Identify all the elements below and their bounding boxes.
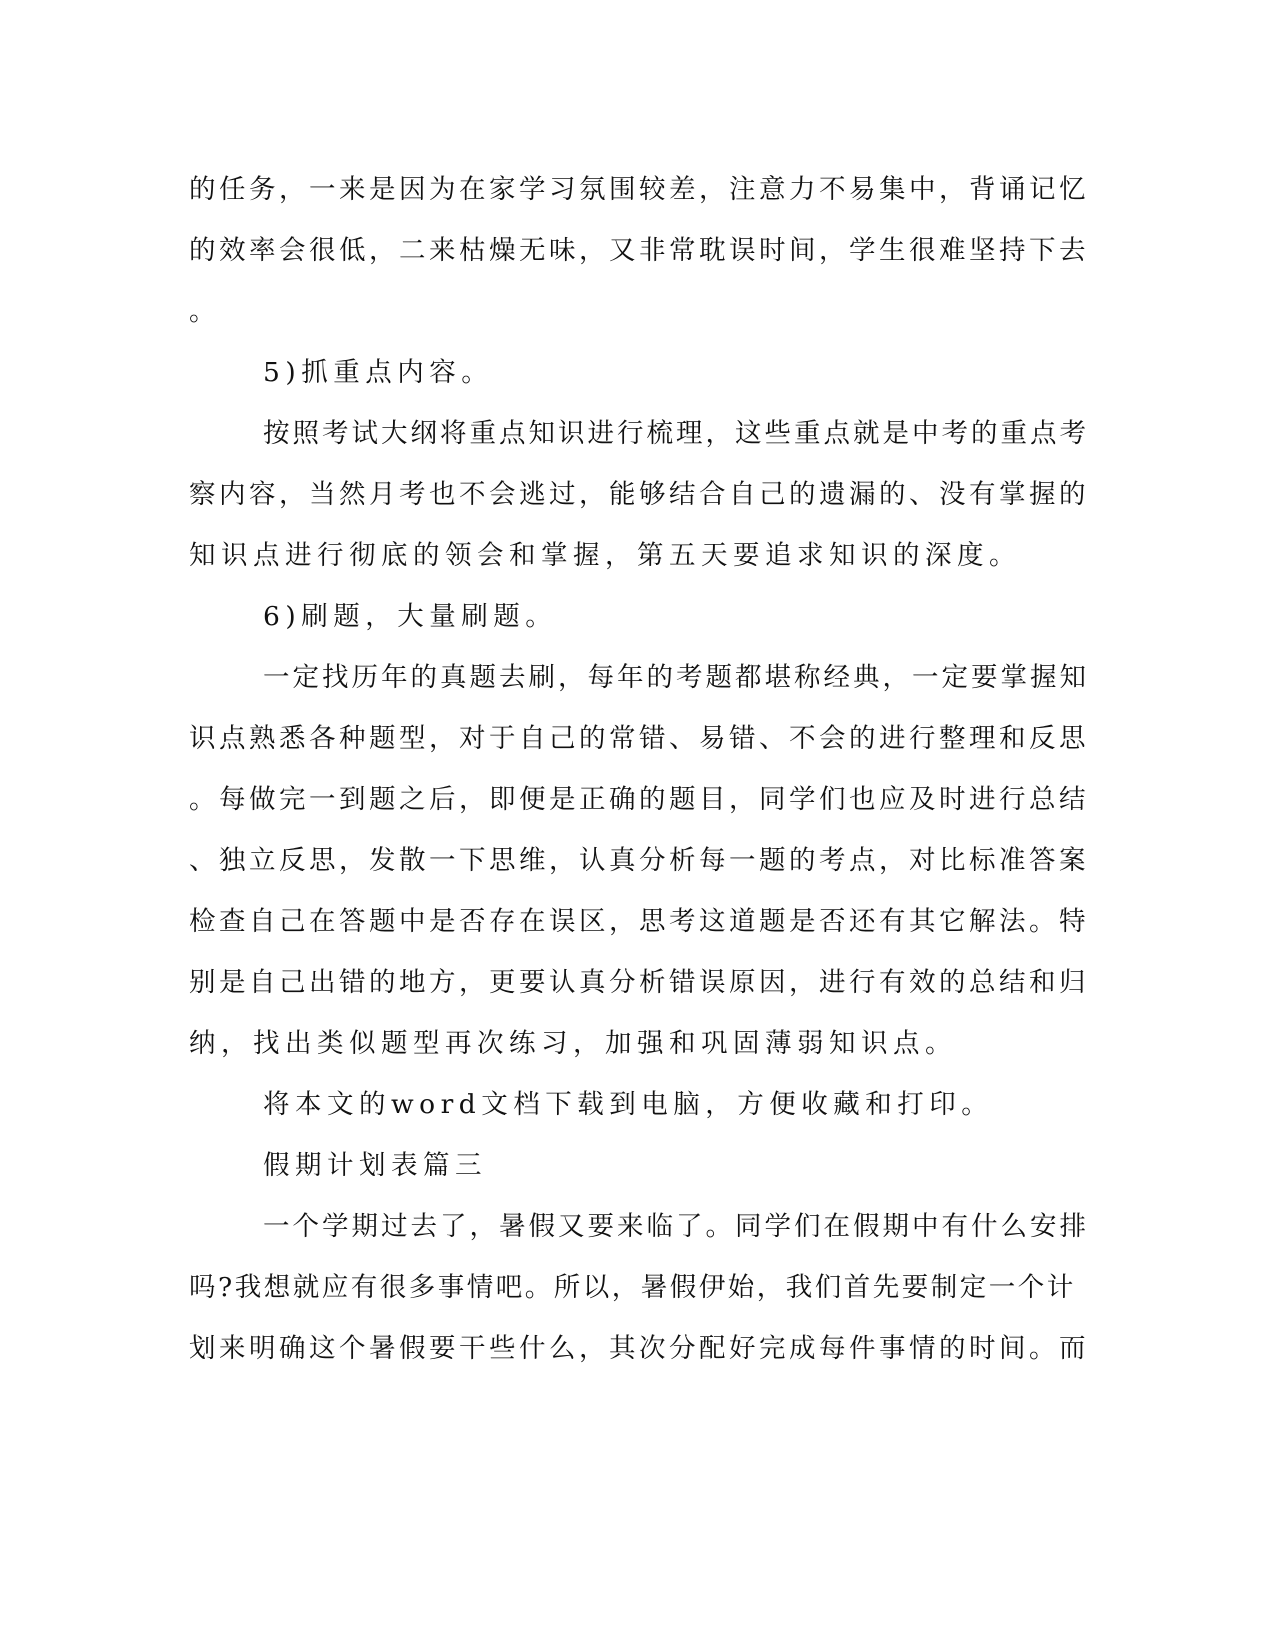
text-line: 知识点进行彻底的领会和掌握，第五天要追求知识的深度。 — [189, 540, 1021, 571]
section-heading: 5)抓重点内容。 — [263, 357, 494, 388]
text-line: 一个学期过去了，暑假又要来临了。同学们在假期中有什么安排 — [263, 1211, 1089, 1242]
text-line: 一定找历年的真题去刷，每年的考题都堪称经典，一定要掌握知 — [263, 662, 1089, 693]
text-line: 按照考试大纲将重点知识进行梳理，这些重点就是中考的重点考 — [263, 418, 1089, 449]
text-line: 察内容，当然月考也不会逃过，能够结合自己的遗漏的、没有掌握的 — [189, 479, 1089, 510]
text-line: 纳，找出类似题型再次练习，加强和巩固薄弱知识点。 — [189, 1028, 957, 1059]
text-line: 检查自己在答题中是否存在误区，思考这道题是否还有其它解法。特 — [189, 906, 1089, 937]
text-line: 、独立反思，发散一下思维，认真分析每一题的考点，对比标准答案 — [189, 845, 1089, 876]
article-heading: 假期计划表篇三 — [263, 1150, 487, 1181]
text-line: 的任务，一来是因为在家学习氛围较差，注意力不易集中，背诵记忆 — [189, 174, 1089, 205]
text-line: 。 — [189, 296, 221, 327]
text-line: 识点熟悉各种题型，对于自己的常错、易错、不会的进行整理和反思 — [189, 723, 1089, 754]
text-line: 的效率会很低，二来枯燥无味，又非常耽误时间，学生很难坚持下去 — [189, 235, 1089, 266]
text-line: 别是自己出错的地方，更要认真分析错误原因，进行有效的总结和归 — [189, 967, 1089, 998]
text-line: 吗?我想就应有很多事情吧。所以，暑假伊始，我们首先要制定一个计 — [189, 1272, 1076, 1303]
download-note: 将本文的word文档下载到电脑，方便收藏和打印。 — [263, 1089, 994, 1120]
text-line: 。每做完一到题之后，即便是正确的题目，同学们也应及时进行总结 — [189, 784, 1089, 815]
text-line: 划来明确这个暑假要干些什么，其次分配好完成每件事情的时间。而 — [189, 1333, 1089, 1364]
section-heading: 6)刷题，大量刷题。 — [263, 601, 558, 632]
